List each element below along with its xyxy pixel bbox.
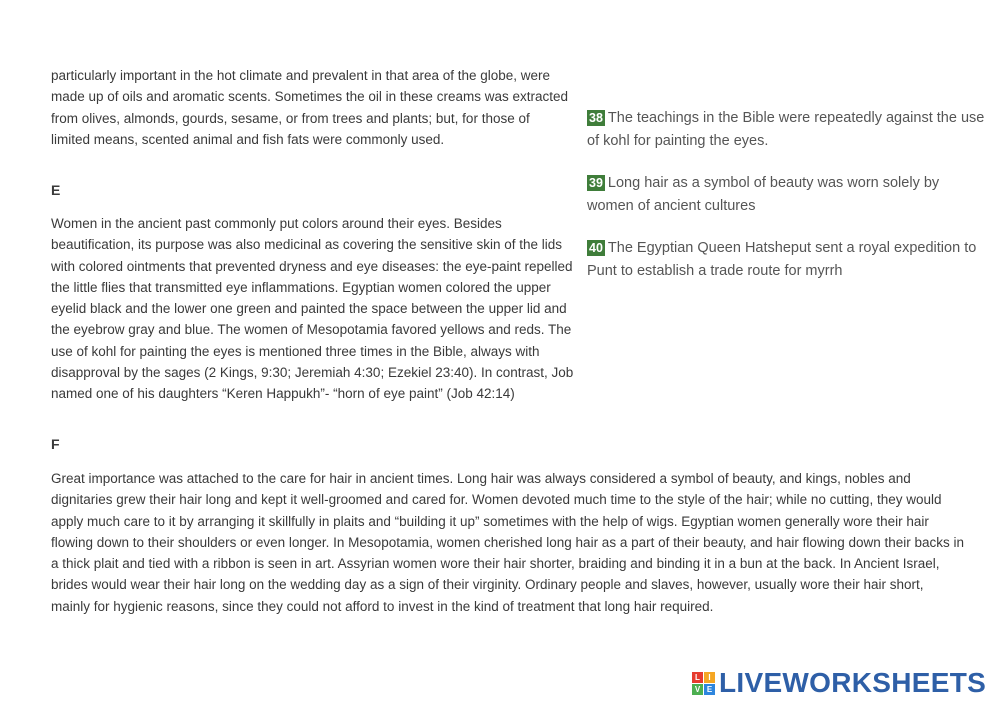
passage-paragraph-e: Women in the ancient past commonly put colors around their eyes. Besides beautification, its purpose was also medicinal as covering the sensitive skin of the lids with colored ointments that prevented dryness and eye diseases: the eye-paint repelled the little flies that transmitted eye inflammations. Egyptian women colored the upper eyelid black and the lower one green and painted the space between the upper lid and the eyebrow gray and blue. The women of Mesopotamia favored yellows and reds. The use of kohl for painting the eyes is mentioned three times in the Bible, always with disapproval by the sages (2 Kings, 9:30; Jeremiah 4:30; Ezekiel 23:40). In contrast, Job named one of his daughters “Keren Happukh”- “horn of eye paint” (Job 42:14) [51, 216, 574, 402]
section-heading-e: E [51, 182, 61, 198]
passage-paragraph-f: Great importance was attached to the care for hair in ancient times. Long hair was always considered a symbol of beauty, and kings, nobles and dignitaries grew their hair long and kept it well-groomed and cared for. Women devoted much time to the style of the hair; while no cutting, they would apply much care to it by arranging it skillfully in plaits and “building it up” sometimes with the help of wigs. Egyptian women generally wore their hair flowing down to their shoulders or even longer. In Mesopotamia, women cherished long hair as a part of their beauty, and hair flowing down their backs in a thick plait and tied with a ribbon is seen in art. Assyrian women wore their hair shorter, braiding and binding it in a bun at the back. In Ancient Israel, brides would wear their hair long on the wedding day as a sign of their virginity. Ordinary people and slaves, however, usually wore their hair short, mainly for hygienic reasons, since they could not afford to invest in the kind of treatment that long hair required. [51, 471, 965, 614]
liveworksheets-logo-icon: L I V E [692, 672, 715, 695]
question-number-badge: 39 [589, 176, 603, 190]
question-text: The teachings in the Bible were repeatedly against the use of kohl for painting the eyes. [587, 110, 985, 149]
question-text: Long hair as a symbol of beauty was worn solely by women of ancient cultures [587, 175, 940, 214]
question-item-39 [587, 172, 987, 217]
question-item-40 [587, 237, 987, 282]
question-item-38 [587, 107, 987, 152]
question-number-badge: 38 [589, 111, 603, 125]
section-heading-f: F [51, 436, 60, 452]
liveworksheets-logo [692, 666, 992, 700]
question-list [587, 107, 987, 302]
question-number-badge: 40 [589, 241, 603, 255]
passage-paragraph-d-end: particularly important in the hot climate and prevalent in that area of the globe, were made up of oils and aromatic scents. Sometimes the oil in these creams was extracted from olives, almonds, gourds, sesame, or from trees and plants; but, for those of limited means, scented animal and fish fats were commonly used. [51, 68, 568, 147]
liveworksheets-logo-text: LIVEWORKSHEETS [719, 667, 987, 698]
question-text: The Egyptian Queen Hatsheput sent a royal expedition to Punt to establish a trade route for myrrh [587, 240, 977, 279]
